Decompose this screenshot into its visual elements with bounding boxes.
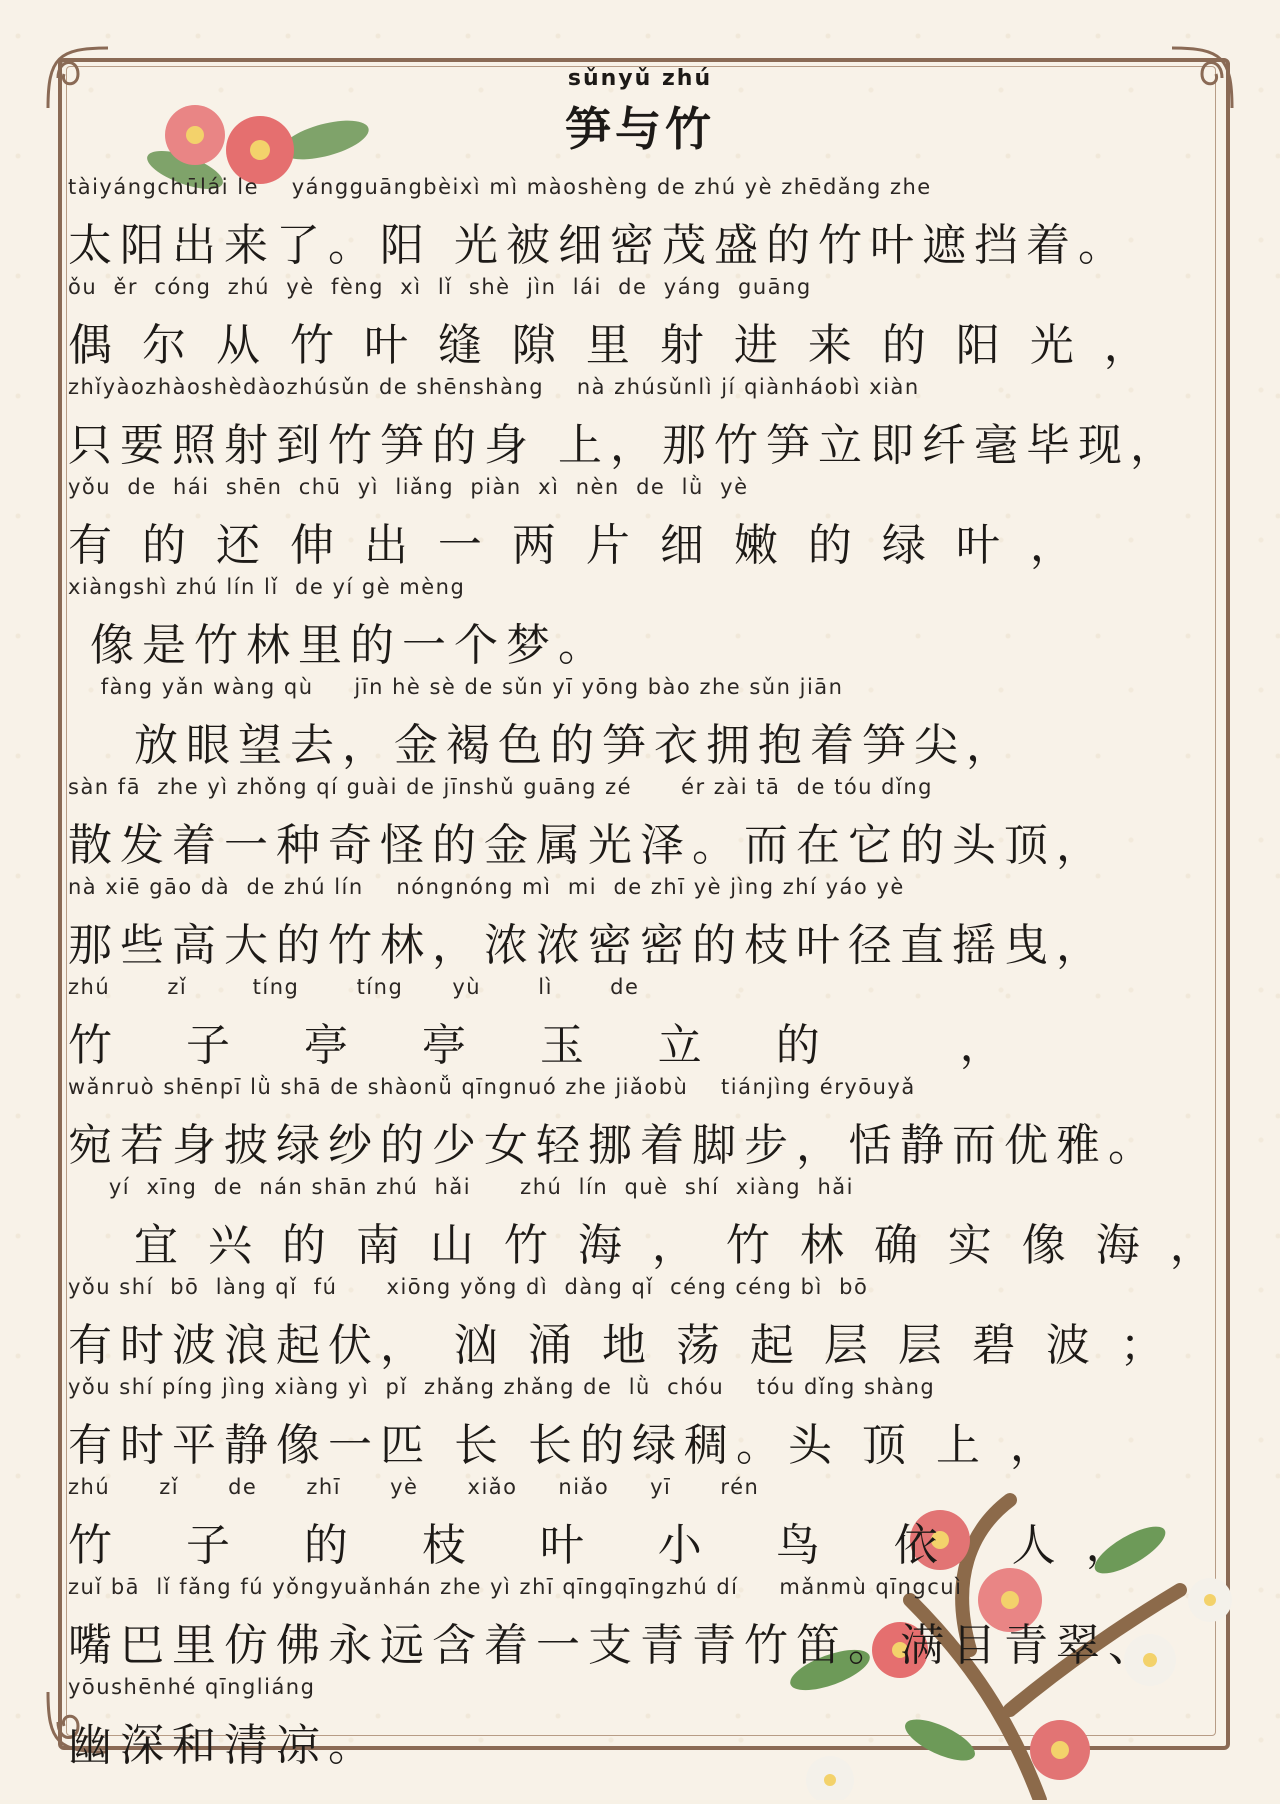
pinyin-line: zuǐ bā lǐ fǎng fú yǒngyuǎnhán zhe yì zhī qīngqīngzhú dí mǎnmù qīngcuì: [68, 1575, 963, 1599]
page-title: 笋与竹: [565, 102, 715, 156]
hanzi-line: 太阳出来了。阳 光被细密茂盛的竹叶遮挡着。: [68, 220, 1130, 271]
hanzi-line: 有时波浪起伏， 汹 涌 地 荡 起 层 层 碧 波 ；: [68, 1320, 1172, 1371]
hanzi-line: 散发着一种奇怪的金属光泽。而在它的头顶，: [68, 820, 1108, 871]
pinyin-line: yǒu shí bō làng qǐ fú xiōng yǒng dì dàng qǐ céng céng bì bō: [68, 1275, 869, 1299]
pinyin-line: zhǐyàozhàoshèdàozhúsǔn de shēnshàng nà zhúsǔnlì jí qiànháobì xiàn: [68, 375, 920, 399]
hanzi-line: 宛若身披绿纱的少女轻挪着脚步，恬静而优雅。: [68, 1120, 1160, 1171]
pinyin-line: yǒu de hái shēn chū yì liǎng piàn xì nèn de lǜ yè: [68, 475, 749, 499]
hanzi-line: 嘴巴里仿佛永远含着一支青青竹笛。满目青翠、: [68, 1620, 1160, 1671]
title-pinyin: sǔnyǔ zhú: [567, 66, 713, 91]
hanzi-line: 宜 兴 的 南 山 竹 海 ， 竹 林 确 实 像 海 ，: [68, 1220, 1222, 1271]
pinyin-line: yōushēnhé qīngliáng: [68, 1675, 316, 1699]
pinyin-line: sàn fā zhe yì zhǒng qí guài de jīnshǔ guāng zé ér zài tā de tóu dǐng: [68, 775, 933, 799]
hanzi-line: 放眼望去，金褐色的笋衣拥抱着笋尖，: [68, 720, 1018, 771]
pinyin-line: ǒu ěr cóng zhú yè fèng xì lǐ shè jìn lái de yáng guāng: [68, 275, 812, 299]
pinyin-line: nà xiē gāo dà de zhú lín nóngnóng mì mi de zhī yè jìng zhí yáo yè: [68, 875, 905, 899]
hanzi-line: 竹 子 的 枝 叶 小 鸟 依 人 ，: [68, 1520, 1138, 1571]
pinyin-line: tàiyángchūlái le yángguāngbèixì mì màoshèng de zhú yè zhēdǎng zhe: [68, 175, 932, 199]
pinyin-line: wǎnruò shēnpī lǜ shā de shàonǚ qīngnuó zhe jiǎobù tiánjìng éryōuyǎ: [68, 1075, 916, 1099]
pinyin-line: fàng yǎn wàng qù jīn hè sè de sǔn yī yōng bào zhe sǔn jiān: [68, 675, 844, 699]
hanzi-line: 有 的 还 伸 出 一 两 片 细 嫩 的 绿 叶 ，: [68, 520, 1082, 571]
hanzi-line: 幽深和清凉。: [68, 1720, 380, 1771]
title-block: [0, 66, 1280, 159]
hanzi-line: 有时平静像一匹 长 长的绿稠。头 顶 上 ，: [68, 1420, 1062, 1471]
hanzi-line: 竹 子 亭 亭 玉 立 的 ，: [68, 1020, 1012, 1071]
pinyin-line: zhú zǐ tíng tíng yù lì de: [68, 975, 640, 999]
hanzi-line: 像是竹林里的一个梦。: [68, 620, 610, 671]
hanzi-line: 偶 尔 从 竹 叶 缝 隙 里 射 进 来 的 阳 光 ，: [68, 320, 1156, 371]
hanzi-line: 那些高大的竹林，浓浓密密的枝叶径直摇曳，: [68, 920, 1108, 971]
pinyin-line: xiàngshì zhú lín lǐ de yí gè mèng: [68, 575, 466, 599]
pinyin-line: yǒu shí píng jìng xiàng yì pǐ zhǎng zhǎng de lǜ chóu tóu dǐng shàng: [68, 1375, 936, 1399]
pinyin-line: zhú zǐ de zhī yè xiǎo niǎo yī rén: [68, 1475, 760, 1499]
pinyin-line: yí xīng de nán shān zhú hǎi zhú lín què shí xiàng hǎi: [68, 1175, 854, 1199]
hanzi-line: 只要照射到竹笋的身 上，那竹笋立即纤毫毕现，: [68, 420, 1182, 471]
